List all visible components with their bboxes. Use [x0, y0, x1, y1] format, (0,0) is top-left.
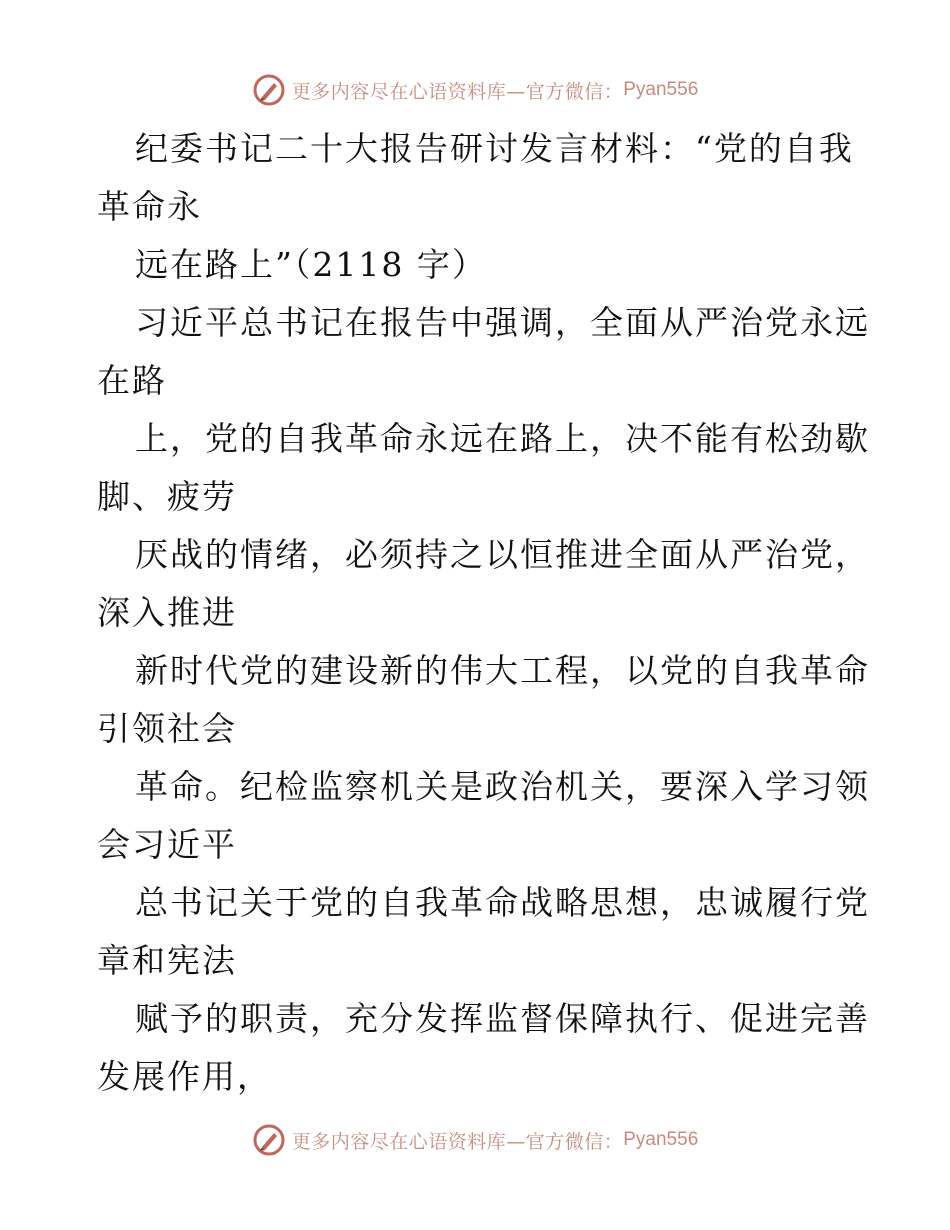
text-line: 革命永 — [97, 187, 202, 226]
text-line: 习近平总书记在报告中强调，全面从严治党永远 — [135, 303, 870, 342]
text-line: 引领社会 — [97, 709, 237, 748]
watermark-text: 更多内容尽在心语资料库—官方微信： — [291, 80, 624, 103]
document-body — [97, 120, 870, 1106]
text-line: 章和宪法 — [97, 941, 237, 980]
text-line: 深入推进 — [97, 593, 237, 632]
text-line: 发展作用， — [97, 1057, 272, 1096]
text-line: 在路 — [97, 361, 167, 400]
text-line: 远在路上”（2118 字） — [135, 245, 487, 284]
pen-logo-icon — [252, 1123, 286, 1157]
pen-logo-icon — [252, 73, 286, 107]
text-line: 纪委书记二十大报告研讨发言材料：“党的自我 — [135, 129, 854, 168]
watermark-wechat-id: Pyan556 — [623, 79, 699, 100]
text-line: 上，党的自我革命永远在路上，决不能有松劲歇 — [135, 419, 870, 458]
text-line: 厌战的情绪，必须持之以恒推进全面从严治党， — [135, 535, 870, 574]
text-line: 会习近平 — [97, 825, 237, 864]
text-line: 赋予的职责，充分发挥监督保障执行、促进完善 — [135, 999, 870, 1038]
text-line: 革命。纪检监察机关是政治机关，要深入学习领 — [135, 767, 870, 806]
text-line: 总书记关于党的自我革命战略思想，忠诚履行党 — [135, 883, 870, 922]
text-line: 脚、疲劳 — [97, 477, 237, 516]
text-line: 新时代党的建设新的伟大工程，以党的自我革命 — [135, 651, 870, 690]
watermark-wechat-id: Pyan556 — [623, 1129, 699, 1150]
watermark-text: 更多内容尽在心语资料库—官方微信： — [291, 1130, 624, 1153]
footer-watermark — [0, 1120, 950, 1160]
header-watermark — [0, 70, 950, 110]
